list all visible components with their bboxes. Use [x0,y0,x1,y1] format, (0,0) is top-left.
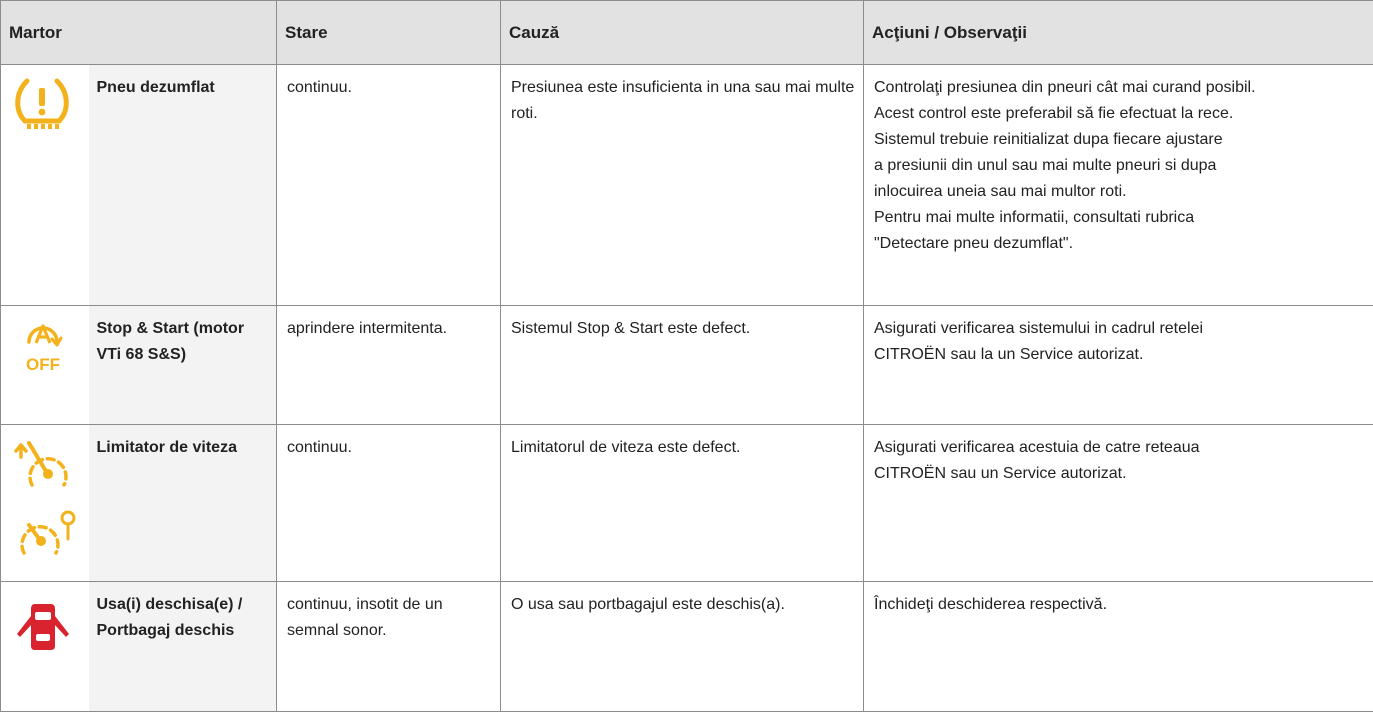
speed-limiter-icon [9,437,85,497]
table-row [1,425,1373,582]
icon-cell [1,65,89,306]
actiuni-cell [864,65,1373,306]
action-line: CITROËN sau la un Service autorizat. [874,342,1365,368]
actiuni-cell [864,425,1373,582]
stop-start-off-icon [21,320,65,372]
table-row [1,65,1373,306]
off-label: OFF [26,355,60,372]
actiuni-cell [864,306,1373,425]
stare-cell: aprindere intermitenta. [277,306,501,425]
action-line: Pentru mai multe informatii, consultati rubrica [874,205,1365,231]
action-line: inlocuirea uneia sau mai multor roti. [874,179,1365,205]
cauza-cell: O usa sau portbagajul este deschis(a). [501,582,864,712]
column-header-stare: Stare [277,1,501,65]
table-row [1,582,1373,712]
table-header-row [1,1,1373,65]
action-line: Asigurati verificarea sistemului in cadrul retelei [874,316,1365,342]
action-line: Acest control este preferabil să fie efectuat la rece. [874,101,1365,127]
column-header-actiuni: Acţiuni / Observaţii [864,1,1373,65]
action-line: CITROËN sau un Service autorizat. [874,461,1365,487]
action-line: a presiunii din unul sau mai multe pneuri si dupa [874,153,1365,179]
cauza-cell: Sistemul Stop & Start este defect. [501,306,864,425]
column-header-martor: Martor [1,1,277,65]
tire-pressure-warning-icon [13,75,71,133]
table-row [1,306,1373,425]
action-line: Sistemul trebuie reinitializat dupa fiecare ajustare [874,127,1365,153]
speed-limiter-key-icon [15,507,79,561]
warning-name: Pneu dezumflat [89,65,277,306]
warning-name: Usa(i) deschisa(e) / Portbagaj deschis [89,582,277,712]
action-line: Asigurati verificarea acestuia de catre reteaua [874,435,1365,461]
action-line: Controlaţi presiunea din pneuri cât mai curand posibil. [874,75,1365,101]
icon-cell [1,306,89,425]
cauza-cell: Limitatorul de viteza este defect. [501,425,864,582]
stare-cell: continuu. [277,425,501,582]
icon-cell [1,425,89,582]
door-open-icon [15,600,71,652]
warning-name: Stop & Start (motor VTi 68 S&S) [89,306,277,425]
icon-cell [1,582,89,712]
stare-cell: continuu. [277,65,501,306]
action-line: Închideţi deschiderea respectivă. [874,592,1365,618]
column-header-cauza: Cauză [501,1,864,65]
cauza-cell: Presiunea este insuficienta in una sau mai multe roti. [501,65,864,306]
action-line: "Detectare pneu dezumflat". [874,231,1365,257]
actiuni-cell [864,582,1373,712]
stare-cell: continuu, insotit de un semnal sonor. [277,582,501,712]
warning-name: Limitator de viteza [89,425,277,582]
